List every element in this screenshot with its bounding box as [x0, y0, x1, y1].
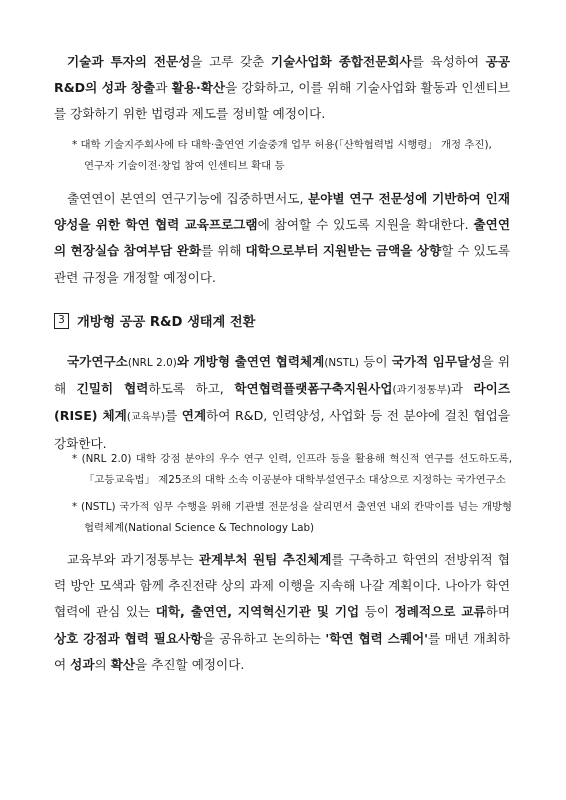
text: 하여 R&D, 인력양성, 사업화 등 전 분야에 걸친 협업을 강화한다.	[54, 408, 510, 451]
text: 등이	[359, 604, 395, 620]
text: 를 매년 개최하여	[54, 630, 511, 672]
text: 하도록 하고,	[148, 381, 235, 397]
bold-text: 긴밀히 협력	[76, 381, 149, 397]
bold-text: 관계부처 원팀 추진체계	[198, 552, 332, 567]
section-number-box: 3	[54, 313, 69, 329]
footnote-line: * 대학 기술지주회사에 타 대학·출연연 기술중개 업무 허용(「산학협력법 시행령」 개정 추진),	[72, 139, 492, 151]
footnote-nrl-nstl	[72, 449, 512, 539]
paragraph-open-ecosystem	[54, 349, 510, 457]
text: 하며	[485, 604, 510, 620]
bold-text: 활용·확산	[171, 80, 226, 96]
footnote-line: 연구자 기술이전·창업 참여 인센티브 확대 등	[84, 160, 285, 172]
text: (NRL 2.0)	[127, 357, 177, 369]
text: 을 추진할 예정이다.	[135, 656, 245, 672]
paragraph-commercialization	[54, 49, 510, 128]
text: 을 공유하고 논의하는	[202, 630, 326, 646]
bold-text: 학연협력플랫폼구축지원사업	[234, 381, 393, 397]
text: 를 위해	[200, 243, 246, 259]
bold-text: '학연 협력 스퀘어'	[325, 630, 429, 646]
bold-text: 상호 강점과 협력 필요사항	[54, 630, 203, 646]
bold-text: 국가적 임무달성	[391, 354, 482, 369]
text: (과기정통부)	[392, 384, 451, 397]
text: 을 고루 갖춘	[190, 54, 271, 69]
text: 을 강화하고, 이를 위해 기술사업화 활동과 인센티브를 강화하기 위한 법령과 제도를 정비할 예정이다.	[54, 80, 511, 122]
text: (교육부)	[126, 411, 166, 424]
text: 과	[155, 80, 172, 96]
bold-text: 와 개방형 출연연 협력체계	[176, 354, 325, 369]
paragraph-cooperation-square	[54, 547, 510, 678]
text: 등이	[358, 354, 392, 369]
text: 를	[165, 408, 182, 424]
bold-text: 출연연의 현장실습 참여부담 완화	[54, 217, 510, 259]
bold-text: 기술과 투자의 전문성	[67, 54, 191, 69]
section-heading	[54, 311, 255, 330]
bold-text: 공공 R&D의 성과 창출	[54, 54, 511, 96]
bold-text: 연계	[181, 408, 207, 424]
bold-text: 성과	[70, 656, 95, 672]
footnote-tech-holding	[72, 135, 512, 177]
text: 교육부와 과기정통부는	[67, 552, 199, 567]
text: (NSTL)	[324, 357, 359, 369]
bold-text: 대학으로부터 지원받는 금액을 상향	[245, 243, 442, 259]
bold-text: 분야별 연구 전문성에 기반하여 인재양성을 위한 학연 협력 교육프로그램	[54, 191, 510, 233]
text: 에 참여할 수 있도록 지원을 확대한다.	[257, 217, 474, 233]
bold-text: 라이즈(RISE) 체계	[54, 381, 511, 424]
text: 과	[450, 381, 474, 397]
section-title: 개방형 공공 R&D 생태계 전환	[77, 315, 256, 330]
text: 출연연이 본연의 연구기능에 집중하면서도,	[67, 191, 308, 206]
bold-text: 대학, 출연연, 지역혁신기관 및 기업	[155, 604, 360, 620]
bold-text: 기술사업화 종합전문회사	[270, 54, 412, 69]
text: 을 위해	[54, 354, 510, 397]
footnote-line: * (NRL 2.0) 대학 강점 분야의 우수 연구 인력, 인프라 등을 활용해 혁신적 연구를 선도하도록, 「고등교육법」 제25조의 대학 소속 이공분야 대학부설연구소 대상으로 지정하는 국가연구소	[72, 453, 512, 486]
bold-text: 정례적으로 교류	[394, 604, 486, 620]
text: 를 구축하고 학연의 전방위적 협력 방안 모색과 함께 추진전략 상의 과제 이행을 지속해 나갈 계획이다. 나아가 학연 협력에 관심 있는	[54, 552, 510, 620]
bold-text: 확산	[110, 656, 136, 672]
footnote-line: * (NSTL) 국가적 임무 수행을 위해 기관별 전문성을 살리면서 출연연 내외 칸막이를 넘는 개방형 협력체계(National Science & Technology Lab)	[72, 501, 512, 534]
text: 할 수 있도록 관련 규정을 개정할 예정이다.	[54, 243, 510, 285]
paragraph-research-institutes	[54, 186, 510, 291]
text: 를 육성하여	[411, 54, 486, 69]
text: 의	[94, 656, 111, 672]
bold-text: 국가연구소	[67, 354, 128, 369]
